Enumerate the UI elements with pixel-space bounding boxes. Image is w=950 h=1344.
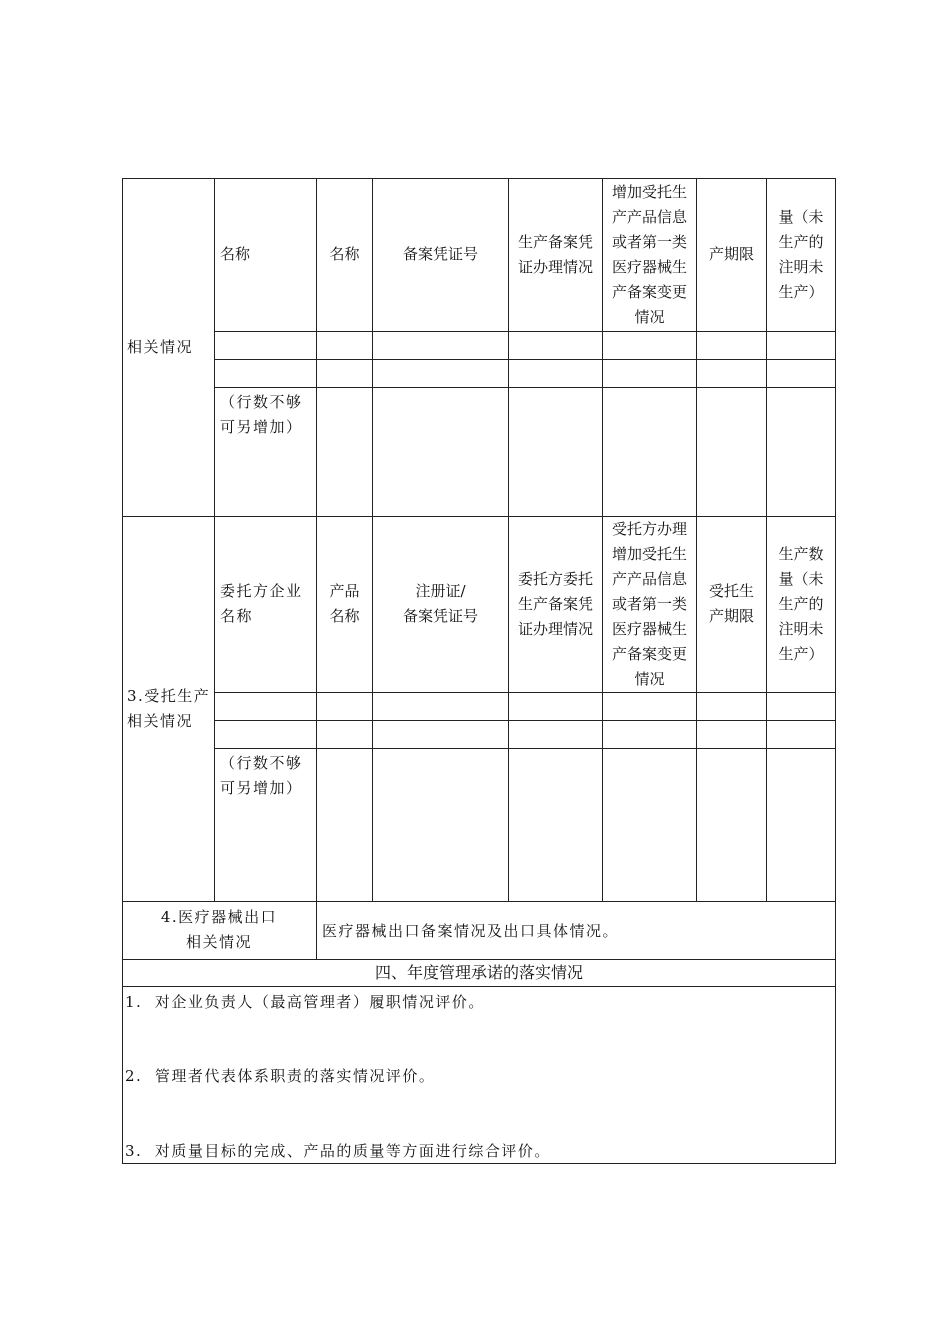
section2-header-name: 名称 bbox=[220, 245, 251, 263]
column-divider bbox=[372, 178, 373, 901]
table-border-right bbox=[835, 178, 836, 1164]
table-border-left bbox=[122, 178, 123, 1164]
row-divider bbox=[214, 387, 836, 388]
part4-item-1: 1. 对企业负责人（最高管理者）履职情况评价。 bbox=[125, 993, 485, 1011]
section2-label: 相关情况 bbox=[127, 338, 194, 356]
section-divider bbox=[122, 516, 836, 517]
row-divider bbox=[214, 692, 836, 693]
section3-header-product-name: 产品名称 bbox=[329, 582, 360, 625]
part4-item-2: 2. 管理者代表体系职责的落实情况评价。 bbox=[125, 1067, 436, 1085]
section3-more-rows-note: （行数不够可另增加） bbox=[220, 754, 303, 797]
section4-label-line2: 相关情况 bbox=[185, 933, 252, 951]
section2-header-record-status: 生产备案凭证办理情况 bbox=[517, 233, 593, 276]
row-divider bbox=[214, 359, 836, 360]
section4-label bbox=[122, 905, 316, 955]
section2-header-product-name: 名称 bbox=[329, 245, 360, 263]
section2-header-change-status: 增加受托生产产品信息或者第一类医疗器械生产备案变更情况 bbox=[611, 183, 687, 326]
section-divider bbox=[122, 901, 836, 902]
row-divider bbox=[214, 720, 836, 721]
section3-label: 3.受托生产相关情况 bbox=[127, 687, 211, 730]
column-divider bbox=[508, 178, 509, 901]
section3-header-client-name: 委托方企业名称 bbox=[220, 582, 303, 625]
column-divider bbox=[696, 178, 697, 901]
row-divider bbox=[214, 331, 836, 332]
section3-header-cert-line2: 备案凭证号 bbox=[402, 607, 478, 625]
section2-more-rows-note: （行数不够可另增加） bbox=[220, 393, 303, 436]
section4-content: 医疗器械出口备案情况及出口具体情况。 bbox=[322, 922, 620, 940]
section3-header-change-status: 受托方办理增加受托生产产品信息或者第一类医疗器械生产备案变更情况 bbox=[611, 520, 687, 688]
section2-header-period: 产期限 bbox=[708, 245, 754, 263]
section4-label-line1: 4.医疗器械出口 bbox=[160, 908, 278, 926]
section2-header-quantity: 量（未生产的注明未生产） bbox=[778, 208, 824, 301]
section3-header-cert-number bbox=[373, 579, 508, 629]
section3-header-period: 受托生产期限 bbox=[708, 582, 754, 625]
section3-header-record-status: 委托方委托生产备案凭证办理情况 bbox=[517, 570, 593, 638]
table-border-top bbox=[122, 178, 836, 179]
row-divider bbox=[214, 748, 836, 749]
report-form-table bbox=[122, 178, 836, 1164]
section2-header-record-number: 备案凭证号 bbox=[402, 245, 478, 263]
section-divider bbox=[122, 986, 836, 987]
section3-header-cert-line1: 注册证/ bbox=[415, 582, 466, 600]
column-divider bbox=[316, 178, 317, 959]
section3-header-quantity: 生产数量（未生产的注明未生产） bbox=[778, 545, 824, 663]
part4-item-3: 3. 对质量目标的完成、产品的质量等方面进行综合评价。 bbox=[125, 1142, 551, 1160]
part4-title: 四、年度管理承诺的落实情况 bbox=[374, 963, 583, 982]
